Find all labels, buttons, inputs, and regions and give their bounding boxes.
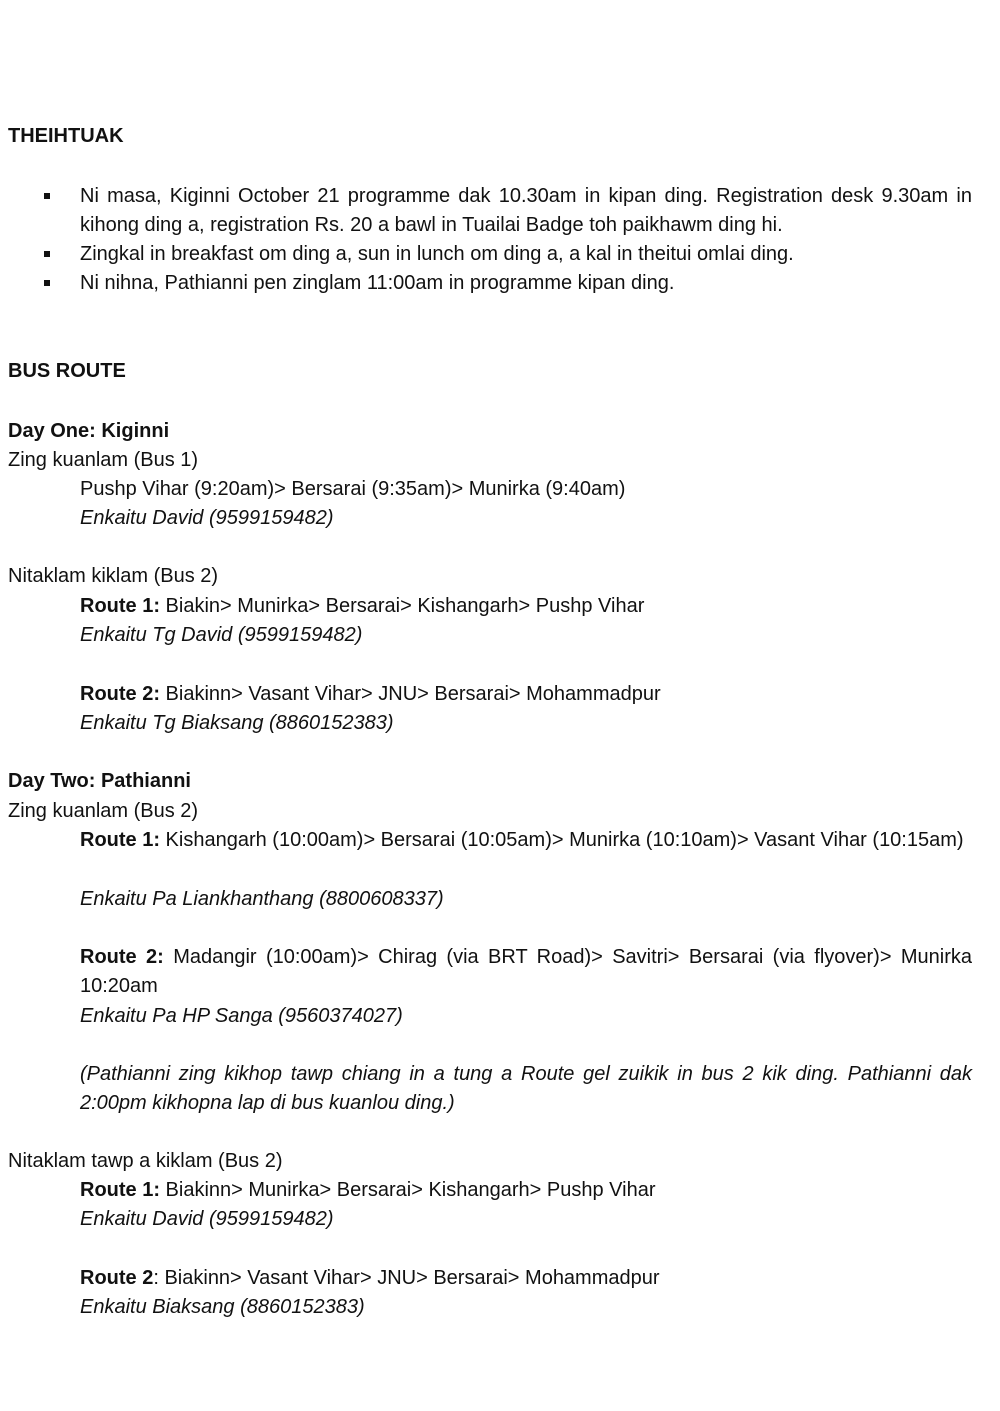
day-two-evening-route-2: Route 2: Biakinn> Vasant Vihar> JNU> Bersarai> Mohammadpur <box>80 1267 660 1289</box>
day-one-morning-label: Zing kuanlam (Bus 1) <box>8 449 199 471</box>
day-one-evening-route-2-contact: Enkaitu Tg Biaksang (8860152383) <box>80 712 394 734</box>
day-two-morning-route-1: Route 1: Kishangarh (10:00am)> Bersarai (10:05am)> Munirka (10:10am)> Vasant Vihar (10:15am) <box>80 829 964 851</box>
day-one-title: Day One: Kiginni <box>8 420 170 442</box>
day-one-evening-route-2: Route 2: Biakinn> Vasant Vihar> JNU> Bersarai> Mohammadpur <box>80 683 661 705</box>
day-two-note: (Pathianni zing kikhop tawp chiang in a tung a Route gel zuikik in bus 2 kik ding. Pathianni dak 2:00pm kikhopna lap di bus kuanlou ding.) <box>80 1063 972 1114</box>
day-two-evening-route-1-contact: Enkaitu David (9599159482) <box>80 1208 334 1230</box>
day-two-morning-label: Zing kuanlam (Bus 2) <box>8 800 199 822</box>
day-one-evening-route-1: Route 1: Biakin> Munirka> Bersarai> Kishangarh> Pushp Vihar <box>80 595 645 617</box>
day-two-morning-route-2-contact: Enkaitu Pa HP Sanga (9560374027) <box>80 1005 403 1027</box>
theihtuak-list <box>0 182 972 298</box>
bullet-square-icon <box>44 280 50 286</box>
list-item: Ni masa, Kiginni October 21 programme dak 10.30am in kipan ding. Registration desk 9.30am in kihong ding a, registration Rs. 20 a bawl in Tuailai Badge toh paikhawm ding hi. <box>0 182 972 240</box>
heading-theihtuak: THEIHTUAK <box>8 125 124 147</box>
day-one-evening-route-1-contact: Enkaitu Tg David (9599159482) <box>80 624 363 646</box>
day-one-morning-contact: Enkaitu David (9599159482) <box>80 507 334 529</box>
day-two-evening-route-1: Route 1: Biakinn> Munirka> Bersarai> Kishangarh> Pushp Vihar <box>80 1179 656 1201</box>
day-two-morning-route-2: Route 2: Madangir (10:00am)> Chirag (via BRT Road)> Savitri> Bersarai (via flyover)> Munirka 10:20am <box>80 946 973 997</box>
list-item: Zingkal in breakfast om ding a, sun in lunch om ding a, a kal in theitui omlai ding. <box>0 240 972 269</box>
list-item: Ni nihna, Pathianni pen zinglam 11:00am in programme kipan ding. <box>0 269 972 298</box>
bullet-square-icon <box>44 251 50 257</box>
day-two-title: Day Two: Pathianni <box>8 770 191 792</box>
heading-bus-route: BUS ROUTE <box>8 360 126 382</box>
bullet-square-icon <box>44 193 50 199</box>
day-two-evening-label: Nitaklam tawp a kiklam (Bus 2) <box>8 1150 283 1172</box>
day-one-morning-route: Pushp Vihar (9:20am)> Bersarai (9:35am)> Munirka (9:40am) <box>80 478 626 500</box>
day-one-evening-label: Nitaklam kiklam (Bus 2) <box>8 565 219 587</box>
day-two-morning-route-1-contact: Enkaitu Pa Liankhanthang (8800608337) <box>80 888 444 910</box>
day-two-evening-route-2-contact: Enkaitu Biaksang (8860152383) <box>80 1296 365 1318</box>
